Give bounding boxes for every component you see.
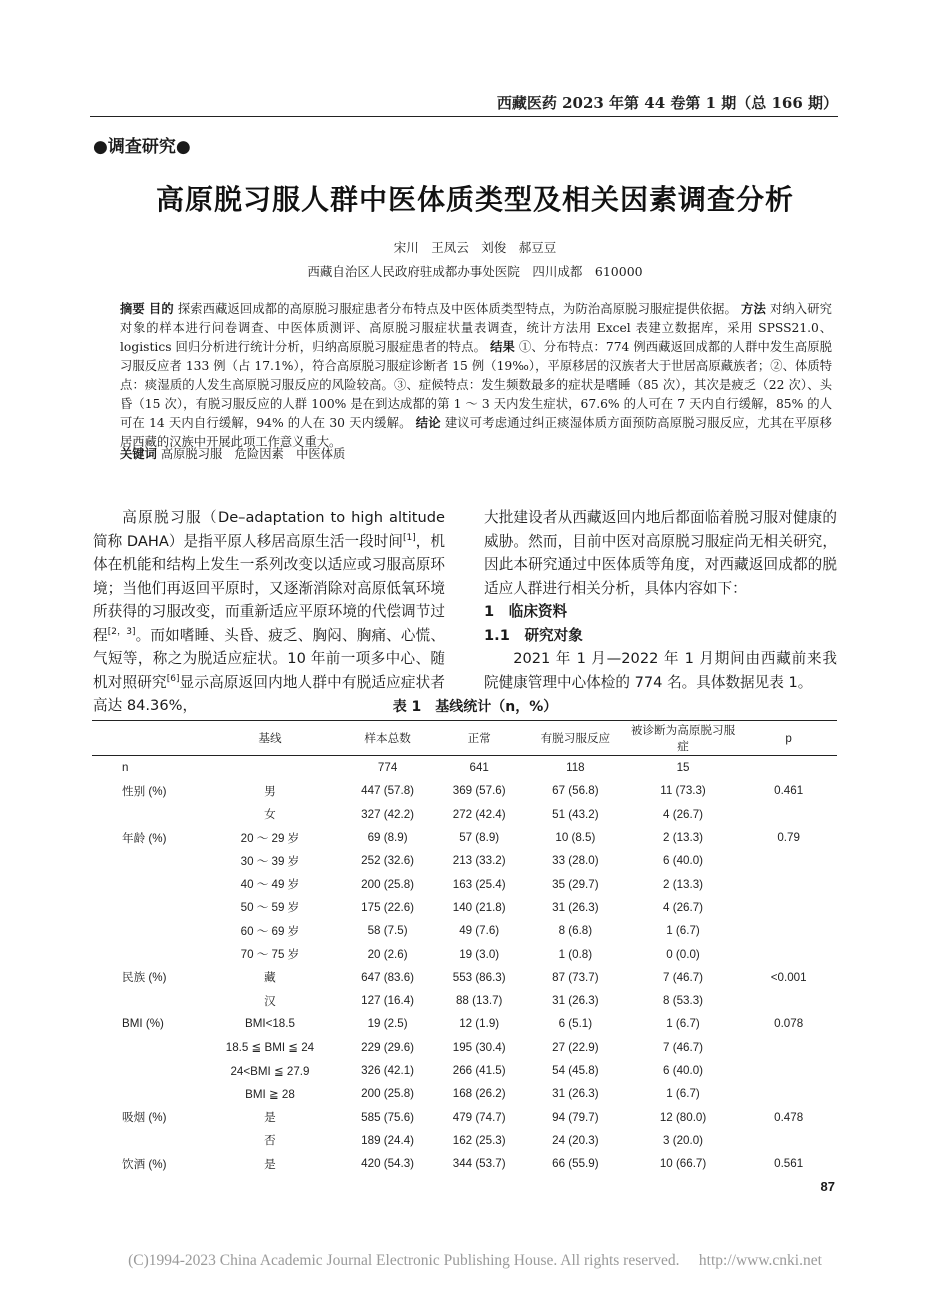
table-cell: 6 (40.0) — [663, 1064, 704, 1077]
header-rule — [90, 116, 838, 117]
table-row — [92, 989, 837, 1012]
table-cell: 20 ～ 29 岁 — [240, 831, 300, 845]
table-cell: 189 (24.4) — [361, 1133, 415, 1147]
table-cell: 49 (7.6) — [459, 924, 500, 938]
table-cell: 10 (66.7) — [659, 1157, 707, 1171]
body-paragraph: 2021 年 1 月—2022 年 1 月期间由西藏前来我院健康管理中心体检的 774 名。具体数据见表 1。 — [484, 650, 837, 691]
table-cell — [740, 1129, 837, 1152]
table-cell: 272 (42.4) — [452, 807, 506, 821]
table-cell — [92, 919, 198, 942]
column-header: 被诊断为高原脱习服症 — [626, 721, 741, 756]
table-cell: 0 (0.0) — [666, 947, 700, 961]
table-cell: 140 (21.8) — [452, 900, 506, 914]
table-cell: 327 (42.2) — [361, 807, 415, 821]
table-cell: BMI (%) — [122, 1017, 164, 1031]
column-header: 样本总数 — [342, 721, 434, 756]
table-cell: 31 (26.3) — [552, 994, 599, 1008]
table-cell: 50 ～ 59 岁 — [240, 901, 300, 915]
table-cell: 94 (79.7) — [552, 1110, 599, 1124]
table-cell: 27 (22.9) — [552, 1040, 599, 1054]
table-cell: 88 (13.7) — [455, 994, 503, 1008]
keywords-label: 关键词 — [120, 447, 157, 461]
table-row — [92, 1012, 837, 1035]
table-cell: 40 ～ 49 岁 — [240, 878, 300, 892]
body-text: 高原脱习服（De–adaptation to high altitude 简称 DAHA）是指平原人移居高原生活一段时间 — [93, 509, 445, 550]
table-row — [92, 803, 837, 826]
table-cell: 326 (42.1) — [361, 1064, 415, 1077]
table-cell — [92, 896, 198, 919]
table-cell: 11 (73.3) — [660, 784, 706, 798]
table-cell — [740, 803, 837, 826]
table-cell: 252 (32.6) — [361, 854, 415, 868]
table-cell: 6 (40.0) — [663, 854, 704, 868]
table-cell: 58 (7.5) — [367, 924, 408, 938]
table-row — [92, 1059, 837, 1082]
body-paragraph: 大批建设者从西藏返回内地后都面临着脱习服对健康的威胁。然而，目前中医对高原脱习服症尚无相关研究，因此本研究通过中医体质等角度，对西藏返回成都的脱适应人群进行相关分析，具体内容如下： — [484, 509, 837, 597]
table-row — [92, 1129, 837, 1152]
table-cell: 69 (8.9) — [367, 831, 408, 845]
article-title: 高原脱习服人群中医体质类型及相关因素调查分析 — [155, 183, 794, 216]
column-header — [92, 721, 198, 756]
table-row — [92, 942, 837, 965]
table-cell: 54 (45.8) — [552, 1064, 599, 1077]
citation-ref: [1] — [402, 532, 416, 543]
table-cell — [92, 872, 198, 895]
table-cell: 369 (57.6) — [452, 784, 506, 798]
body-text: ，机体在机能和结构上发生一系列改变以适应或习服高原环境；当他们再返回平原时，又逐渐消除对高原低氧环境所获得的习服改变，而重新适应平原环境的代偿调节过程 — [93, 532, 445, 644]
table-cell: 30 ～ 39 岁 — [240, 854, 300, 868]
table-row — [92, 1082, 837, 1105]
table-cell — [92, 1082, 198, 1105]
table-cell: 4 (26.7) — [663, 807, 704, 821]
table-header-row — [92, 721, 837, 756]
table-cell: 12 (1.9) — [459, 1017, 500, 1031]
abstract-label: 摘要 — [120, 302, 145, 316]
table-cell: 8 (6.8) — [558, 924, 593, 938]
page-number: 87 — [820, 1179, 835, 1194]
table-cell: 汉 — [264, 994, 276, 1008]
body-column-right — [484, 506, 837, 694]
table-cell: 民族 (%) — [122, 971, 167, 985]
table-cell — [740, 1059, 837, 1082]
table-cell: 200 (25.8) — [361, 1087, 415, 1101]
table-cell: 344 (53.7) — [452, 1157, 506, 1171]
table-cell: 吸烟 (%) — [122, 1111, 167, 1125]
column-header: 正常 — [433, 721, 525, 756]
table-cell — [740, 849, 837, 872]
table-cell — [740, 1082, 837, 1105]
table-cell: 0.79 — [777, 831, 800, 845]
table-cell — [740, 1036, 837, 1059]
table-row — [92, 966, 837, 989]
table-cell: 1 (6.7) — [666, 1087, 700, 1101]
table-cell: 2 (13.3) — [663, 831, 704, 845]
table-cell: 87 (73.7) — [552, 970, 599, 984]
table-cell: 8 (53.3) — [663, 994, 704, 1008]
table-row — [92, 896, 837, 919]
table-cell: 1 (6.7) — [666, 924, 700, 938]
table-cell: 1 (6.7) — [666, 1017, 700, 1031]
table-cell: 19 (2.5) — [367, 1017, 408, 1031]
purpose-text: 探索西藏返回成都的高原脱习服症患者分布特点及中医体质类型特点，为防治高原脱习服症提供依据。 — [177, 302, 737, 316]
journal-header: 西藏医药 2023 年第 44 卷第 1 期（总 166 期） — [496, 94, 838, 112]
table-caption: 表 1 基线统计（n，%） — [392, 699, 558, 715]
table-cell: 7 (46.7) — [663, 1040, 704, 1054]
method-text: 对纳入研究对象的样本进行问卷调查、中医体质测评、高原脱习服症状量表调查，统计方法用 Excel 表建立数据库，采用 SPSS21.0、logistics 回归分析进行统计分析，归纳高原脱习服症患者的特点。 — [120, 302, 832, 354]
table-cell: BMI ≧ 28 — [245, 1087, 295, 1101]
body-column-left — [93, 506, 445, 718]
table-cell: 266 (41.5) — [452, 1064, 506, 1077]
table-row — [92, 826, 837, 849]
section-label: ●调查研究● — [93, 137, 191, 157]
conclusion-label: 结论 — [415, 416, 441, 430]
conclusion-text: 建议可考虑通过纠正痰湿体质方面预防高原脱习服反应，尤其在平原移居西藏的汉族中开展此项工作意义重大。 — [120, 416, 832, 449]
keywords — [120, 444, 832, 462]
table-cell — [92, 1059, 198, 1082]
table-cell: 60 ～ 69 岁 — [240, 924, 300, 938]
table-cell: 15 — [676, 761, 690, 775]
table-cell — [740, 872, 837, 895]
table-cell — [740, 919, 837, 942]
table-cell: 774 — [377, 761, 398, 775]
table-cell: 162 (25.3) — [452, 1133, 506, 1147]
table-row — [92, 779, 837, 802]
table-cell: 饮酒 (%) — [122, 1157, 167, 1171]
table-cell: 447 (57.8) — [361, 784, 415, 798]
result-label: 结果 — [490, 340, 515, 354]
table-cell: 年龄 (%) — [122, 831, 167, 845]
table-cell: 否 — [264, 1134, 276, 1148]
table-cell: 7 (46.7) — [663, 970, 704, 984]
keywords-text: 高原脱习服 危险因素 中医体质 — [160, 447, 346, 461]
table-cell: 是 — [264, 1157, 276, 1171]
table-cell: 200 (25.8) — [361, 877, 415, 891]
citation-ref: [6] — [166, 673, 180, 684]
table-cell: 20 (2.6) — [367, 947, 408, 961]
section-heading: 1 临床资料 — [484, 603, 568, 620]
table-cell: 163 (25.4) — [452, 877, 506, 891]
table-cell: 175 (22.6) — [361, 900, 415, 914]
table-cell: 男 — [264, 784, 276, 798]
table-cell: 24 (20.3) — [552, 1133, 599, 1147]
copyright-footer: (C)1994-2023 China Academic Journal Electronic Publishing House. All rights reserved. http://www.cnki.net — [128, 1252, 822, 1269]
method-label: 方法 — [741, 302, 766, 316]
table-cell: 女 — [264, 808, 276, 822]
column-header: p — [740, 721, 837, 756]
table-cell: 0.078 — [774, 1017, 804, 1031]
table-cell — [740, 756, 837, 780]
table-cell: 168 (26.2) — [452, 1087, 506, 1101]
table-cell — [92, 1129, 198, 1152]
table-cell: 31 (26.3) — [552, 1087, 599, 1101]
table-cell: 0.561 — [774, 1157, 804, 1171]
table-cell: 性别 (%) — [122, 784, 167, 798]
table-cell: 35 (29.7) — [552, 877, 599, 891]
abstract — [120, 300, 832, 452]
table-cell: 18.5 ≦ BMI ≦ 24 — [225, 1041, 315, 1055]
table-row — [92, 1036, 837, 1059]
table-cell: 31 (26.3) — [552, 900, 599, 914]
table-cell: 19 (3.0) — [459, 947, 500, 961]
table-cell — [740, 896, 837, 919]
body-paragraph — [93, 506, 445, 718]
table-row — [92, 872, 837, 895]
table-cell: 479 (74.7) — [452, 1110, 506, 1124]
table-row — [92, 756, 837, 780]
table-cell — [92, 1036, 198, 1059]
table-row — [92, 919, 837, 942]
table-cell — [92, 849, 198, 872]
table-cell: 2 (13.3) — [663, 877, 704, 891]
table-cell: 641 — [469, 761, 489, 775]
purpose-label: 目的 — [148, 302, 174, 316]
body-text: 。而如嗜睡、头昏、疲乏、胸闷、胸痛、心慌、气短等，称之为脱适应症状。10 年前一项多中心、随机对照研究 — [93, 626, 445, 691]
body-text: 显示高原返回内地人群中有脱适应症状者高达 84.36%， — [93, 673, 445, 714]
table-cell: 10 (8.5) — [555, 831, 596, 845]
table-cell: 0.478 — [774, 1110, 804, 1124]
table-cell: 4 (26.7) — [663, 900, 704, 914]
table-cell: 229 (29.6) — [361, 1040, 415, 1054]
table-row — [92, 1152, 837, 1175]
table-cell — [740, 989, 837, 1012]
result-text: ①、分布特点：774 例西藏返回成都的人群中发生高原脱习服反应者 133 例（占 17.1%），符合高原脱习服症诊断者 15 例（19‰），平原移居的汉族者大于世居高原藏族者；②、体质特点：痰湿质的人发生高原脱习服反应的风险较高。③、症候特点：发生频数最多的症状是嗜睡（85 次），其次是疲乏（22 次）、头昏（15 次），有脱习服反应的人群 100% 是在到达成都的第 1 ～ 3 天内发生症状，67.6% 的人可在 7 天内自行缓解，85% 的人可在 14 天内自行缓解，94% 的人在 30 天内缓解。 — [120, 340, 832, 430]
column-header: 基线 — [198, 721, 342, 756]
table-cell: 553 (86.3) — [452, 970, 506, 984]
table-cell: 420 (54.3) — [361, 1157, 415, 1171]
table-cell: 1 (0.8) — [558, 947, 593, 961]
table-cell: 是 — [264, 1111, 276, 1125]
table-cell: 3 (20.0) — [663, 1133, 704, 1147]
table-cell: BMI<18.5 — [244, 1017, 295, 1031]
table-cell: 57 (8.9) — [459, 831, 500, 845]
table-cell: 127 (16.4) — [361, 994, 415, 1008]
table-cell — [198, 756, 342, 780]
table-cell: <0.001 — [770, 970, 807, 984]
table-cell — [92, 803, 198, 826]
table-cell: 藏 — [264, 971, 276, 985]
baseline-table — [92, 720, 837, 1175]
column-header: 有脱习服反应 — [525, 721, 626, 756]
table-cell: 67 (56.8) — [552, 784, 599, 798]
table-row — [92, 849, 837, 872]
table-cell — [92, 942, 198, 965]
table-cell: 585 (75.6) — [361, 1110, 415, 1124]
citation-ref: [2，3] — [107, 626, 136, 637]
table-cell: 0.461 — [774, 784, 804, 798]
table-cell: n — [122, 761, 129, 775]
table-cell: 213 (33.2) — [452, 854, 506, 868]
table-cell: 118 — [566, 761, 585, 775]
table-cell — [740, 942, 837, 965]
table-row — [92, 1105, 837, 1128]
table-cell: 6 (5.1) — [558, 1017, 593, 1031]
table-cell: 51 (43.2) — [552, 807, 599, 821]
table-cell — [92, 989, 198, 1012]
authors: 宋川 王凤云 刘俊 郝豆豆 — [393, 240, 557, 255]
table-cell: 66 (55.9) — [552, 1157, 599, 1171]
subsection-heading: 1.1 研究对象 — [484, 626, 583, 644]
affiliation: 西藏自治区人民政府驻成都办事处医院 四川成都 610000 — [307, 264, 643, 279]
table-cell: 70 ～ 75 岁 — [240, 948, 300, 962]
table-cell: 12 (80.0) — [659, 1110, 707, 1124]
table-cell: 647 (83.6) — [361, 970, 415, 984]
table-cell: 33 (28.0) — [552, 854, 599, 868]
table-cell: 24<BMI ≦ 27.9 — [230, 1064, 310, 1078]
table-cell: 195 (30.4) — [452, 1040, 506, 1054]
